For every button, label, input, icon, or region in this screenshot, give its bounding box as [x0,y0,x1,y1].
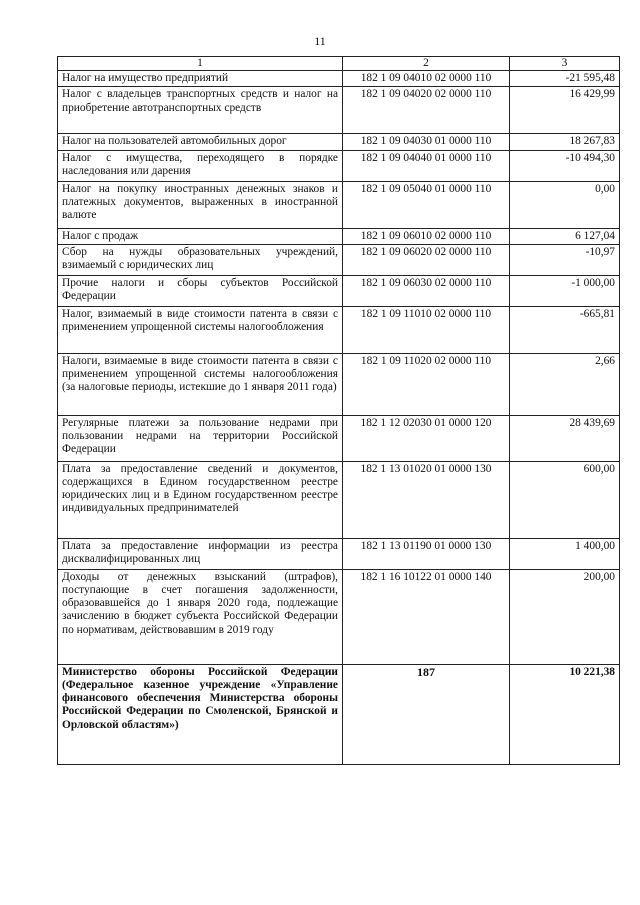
table-row [58,538,620,569]
row-code: 182 1 09 06020 02 0000 110 [343,244,510,275]
table-row [58,228,620,244]
row-amount: 18 267,83 [510,134,620,150]
table-row [58,150,620,181]
row-code: 182 1 09 11020 02 0000 110 [343,353,510,415]
row-code: 182 1 09 04020 02 0000 110 [343,87,510,134]
column-header-2: 2 [343,57,510,71]
table-row [58,181,620,228]
row-amount: -1 000,00 [510,275,620,306]
summary-name: Министерство обороны Российской Федерации (Федеральное казенное учреждение «Управление финансового обеспечения Министерства обороны Российской Федерации по Смоленской, Брянской и Орловской областям») [58,664,343,764]
row-code: 182 1 09 05040 01 0000 110 [343,181,510,228]
row-name: Налог, взимаемый в виде стоимости патента в связи с применением упрощенной системы налогообложения [58,306,343,353]
row-amount: 28 439,69 [510,415,620,461]
row-name: Налог на пользователей автомобильных дорог [58,134,343,150]
row-name: Налог с владельцев транспортных средств и налог на приобретение автотранспортных средств [58,87,343,134]
row-name: Налог с имущества, переходящего в порядке наследования или дарения [58,150,343,181]
row-amount: 16 429,99 [510,87,620,134]
row-code: 182 1 12 02030 01 0000 120 [343,415,510,461]
summary-code: 187 [343,664,510,764]
row-code: 182 1 09 04030 01 0000 110 [343,134,510,150]
row-amount: -10 494,30 [510,150,620,181]
row-amount: 0,00 [510,181,620,228]
summary-amount: 10 221,38 [510,664,620,764]
table-header-row [58,57,620,71]
row-amount: -21 595,48 [510,71,620,87]
table-row [58,569,620,664]
row-amount: 200,00 [510,569,620,664]
table-row [58,275,620,306]
page-number: 11 [314,34,326,48]
table-row [58,306,620,353]
table-row [58,244,620,275]
row-code: 182 1 16 10122 01 0000 140 [343,569,510,664]
table-row [58,415,620,461]
row-name: Регулярные платежи за пользование недрами при пользовании недрами на территории Российской Федерации [58,415,343,461]
row-name: Доходы от денежных взысканий (штрафов), поступающие в счет погашения задолженности, образовавшейся до 1 января 2020 года, подлежащие зачислению в бюджет субъекта Российской Федерации по нормативам, действовавшим в 2019 году [58,569,343,664]
row-code: 182 1 13 01190 01 0000 130 [343,538,510,569]
column-header-3: 3 [510,57,620,71]
row-name: Сбор на нужды образовательных учреждений, взимаемый с юридических лиц [58,244,343,275]
row-code: 182 1 09 11010 02 0000 110 [343,306,510,353]
table-row [58,71,620,87]
row-amount: -10,97 [510,244,620,275]
row-name: Прочие налоги и сборы субъектов Российской Федерации [58,275,343,306]
summary-row [58,664,620,764]
row-name: Налоги, взимаемые в виде стоимости патента в связи с применением упрощенной системы налогообложения (за налоговые периоды, истекшие до 1 января 2011 года) [58,353,343,415]
row-name: Налог на имущество предприятий [58,71,343,87]
row-name: Плата за предоставление информации из реестра дисквалифицированных лиц [58,538,343,569]
row-name: Налог на покупку иностранных денежных знаков и платежных документов, выраженных в иностранной валюте [58,181,343,228]
row-amount: -665,81 [510,306,620,353]
row-code: 182 1 09 06010 02 0000 110 [343,228,510,244]
row-amount: 2,66 [510,353,620,415]
row-amount: 1 400,00 [510,538,620,569]
table-row [58,134,620,150]
table-row [58,353,620,415]
row-amount: 6 127,04 [510,228,620,244]
revenue-table [57,56,620,765]
table-row [58,87,620,134]
row-code: 182 1 09 04010 02 0000 110 [343,71,510,87]
row-name: Плата за предоставление сведений и документов, содержащихся в Едином государственном реестре юридических лиц и в Едином государственном реестре индивидуальных предпринимателей [58,461,343,538]
row-code: 182 1 09 06030 02 0000 110 [343,275,510,306]
table-row [58,461,620,538]
row-code: 182 1 09 04040 01 0000 110 [343,150,510,181]
row-amount: 600,00 [510,461,620,538]
row-code: 182 1 13 01020 01 0000 130 [343,461,510,538]
column-header-1: 1 [58,57,343,71]
row-name: Налог с продаж [58,228,343,244]
